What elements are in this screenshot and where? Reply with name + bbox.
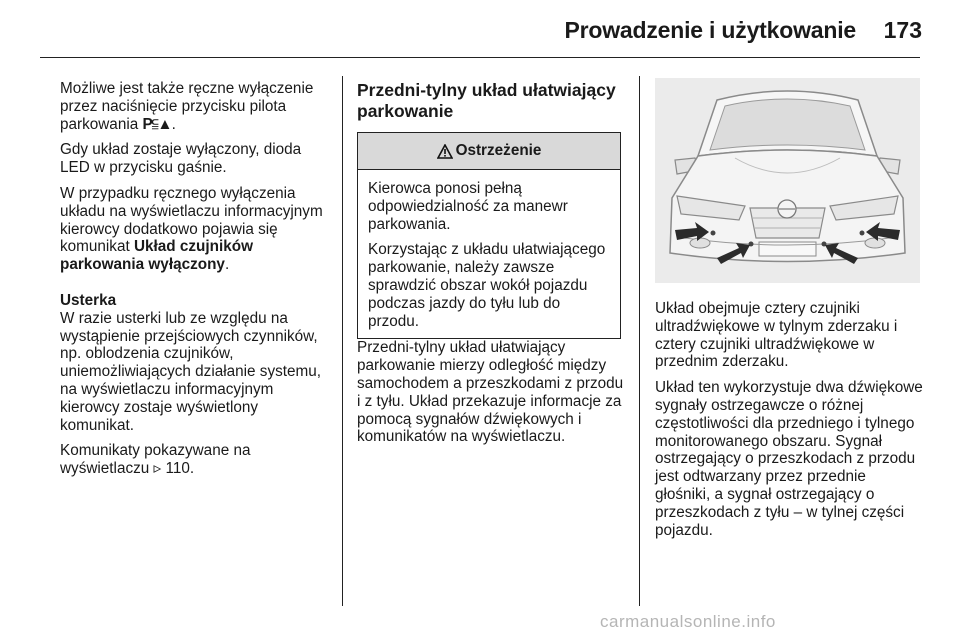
section-heading: Przedni-tylny układ ułatwiający parkowanie: [357, 80, 616, 121]
warning-paragraph-1: Kierowca ponosi pełną odpowiedzialność za manewr parkowania.: [368, 180, 568, 233]
paragraph-manual-off: Możliwe jest także ręczne wyłączenie przez naciśnięcie przycisku pilota parkowania P⫅▲.: [60, 80, 314, 133]
warning-box: [357, 132, 621, 339]
column-left: [60, 80, 330, 486]
page-header: [0, 0, 960, 56]
car-front-sensors-illustration: [655, 78, 920, 283]
warning-paragraph-2: Korzystając z układu ułatwiającego parkowanie, należy zawsze sprawdzić obszar wokół pojazdu podczas jazdy do tyłu lub do przodu.: [368, 241, 606, 330]
paragraph-fault: W razie usterki lub ze względu na wystąpienie przejściowych czynników, np. oblodzenia czujników, uniemożliwiających działanie systemu, na wyświetlaczu informacyjnym kierowcy zostaje wyświetlony komunikat.: [60, 309, 322, 434]
page-title: Prowadzenie i użytkowanie: [564, 17, 856, 43]
warning-header: [358, 133, 620, 170]
page-ref-icon: ▹: [153, 460, 162, 478]
paragraph-message: W przypadku ręcznego wyłączenia układu na wyświetlaczu informacyjnym kierowcy dodatkowo pojawia się komunikat Układ czujników parkowania wyłączony.: [60, 184, 323, 274]
sensor-dot: [711, 231, 716, 236]
watermark: carmanualsonline.info: [600, 612, 776, 631]
sensor-dot: [860, 231, 865, 236]
message-text: Układ czujników parkowania wyłączony: [60, 238, 253, 274]
page-number: 173: [883, 17, 922, 43]
paragraph-signals: Układ ten wykorzystuje dwa dźwiękowe sygnały ostrzegawcze o różnej częstotliwości dla przedniego i tylnego monitorowanego obszaru. Sygnał ostrzegający o przeszkodach z przodu jest odtwarzany przez przednie głośniki, a sygnał ostrzegający o przeszkodach z tyłu – w tylnej części pojazdu.: [655, 379, 923, 539]
warning-body: [358, 170, 620, 338]
column-middle: [357, 80, 625, 454]
paragraph-sensors: Układ obejmuje cztery czujniki ultradźwiękowe w tylnym zderzaku i cztery czujniki ultradźwiękowe w przednim zderzaku.: [655, 300, 898, 371]
warning-triangle-icon: [437, 144, 453, 159]
paragraph-system-description: Przedni-tylny układ ułatwiający parkowanie mierzy odległość między samochodem a przeszkodami z przodu i z tyłu. Układ przekazuje informacje za pomocą sygnałów dźwiękowych i komunikatów na wyświetlaczu.: [357, 339, 624, 446]
car-illustration-svg: [655, 78, 920, 283]
header-rule: [40, 57, 920, 58]
column-divider-right: [639, 76, 640, 606]
paragraph-led: Gdy układ zostaje wyłączony, dioda LED w przycisku gaśnie.: [60, 141, 302, 177]
paragraph-display-ref: Komunikaty pokazywane na wyświetlaczu ▹ 110.: [60, 442, 251, 478]
parking-assist-icon: P⫅▲: [142, 115, 172, 133]
fault-heading: Usterka: [60, 291, 117, 309]
column-divider-left: [342, 76, 343, 606]
column-right: [655, 300, 925, 547]
warning-title: Ostrzeżenie: [455, 142, 542, 160]
